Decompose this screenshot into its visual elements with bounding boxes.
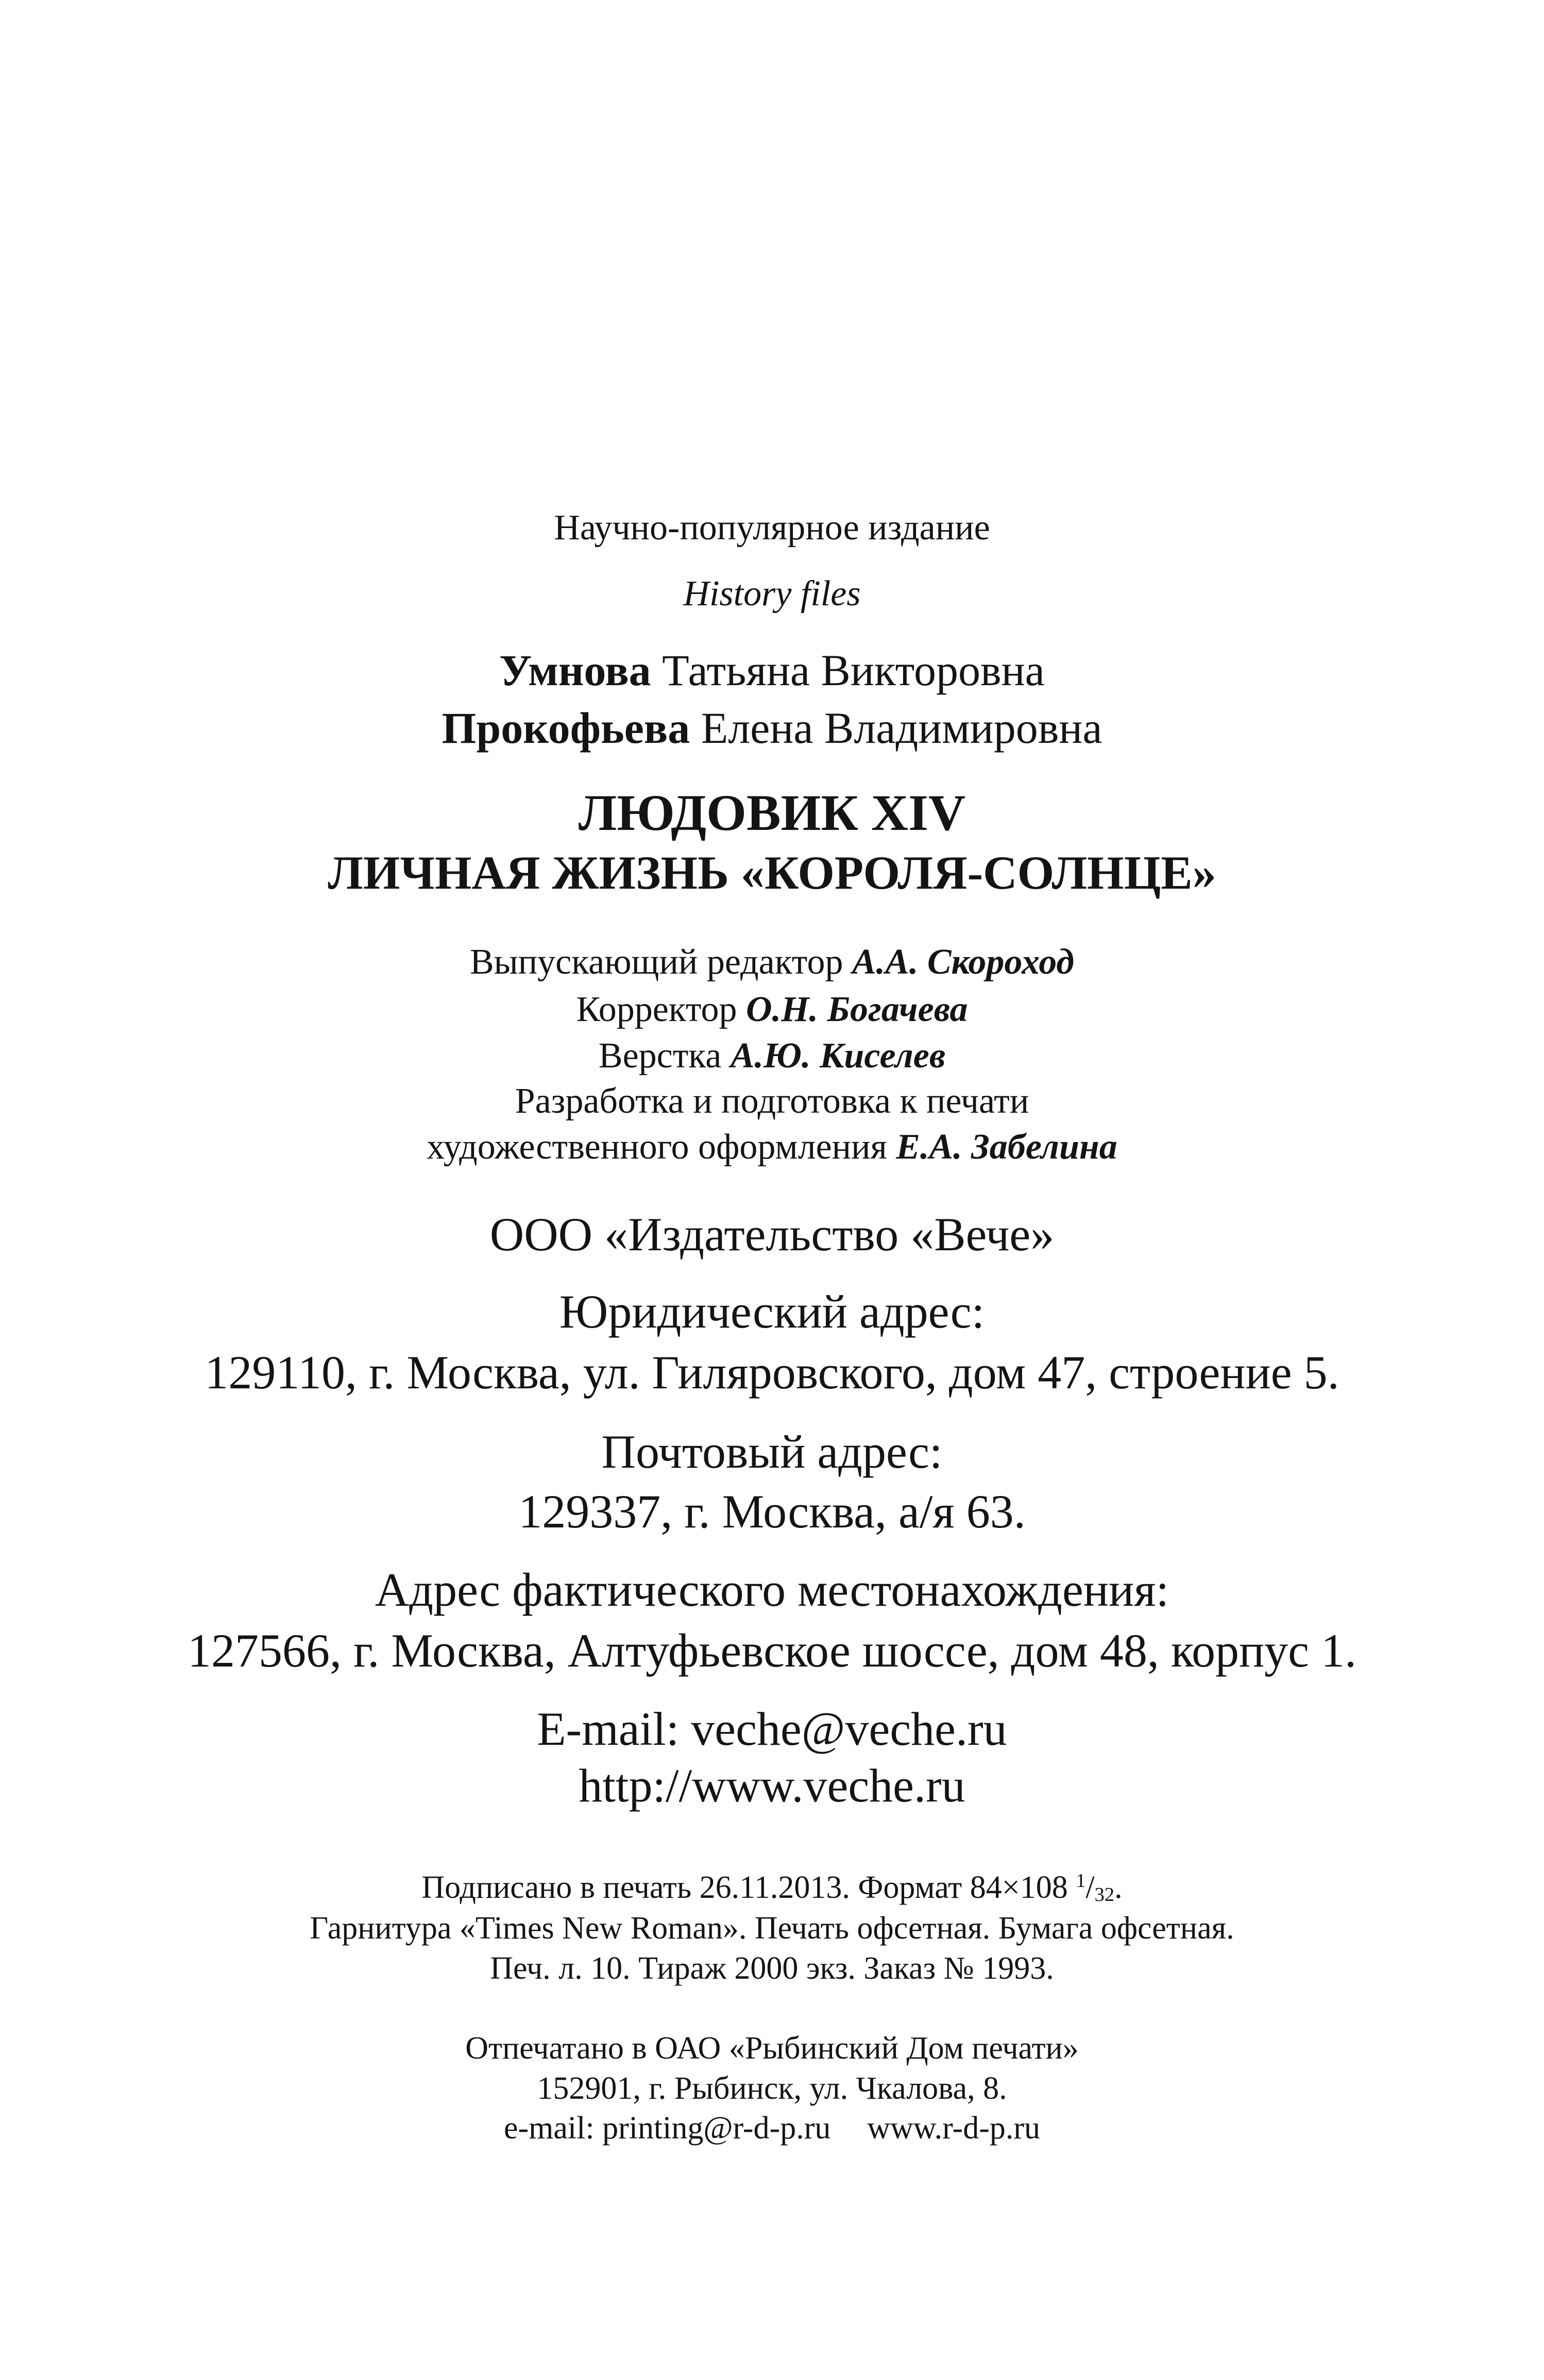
postal-address-value: 129337, г. Москва, а/я 63. [518, 1485, 1026, 1538]
format-fraction: $^1$/32. [1076, 1870, 1123, 1906]
staff-person: А.Ю. Киселев [730, 1036, 946, 1076]
print-signature-line [0, 1871, 1544, 1905]
edition-genre: Научно-популярное издание [554, 508, 990, 548]
printer-name: Отпечатано в ОАО «Рыбинский Дом печати» [465, 2031, 1079, 2066]
staff-role: Выпускающий редактор [469, 942, 843, 982]
book-title: ЛЮДОВИК XIV [578, 784, 966, 841]
legal-address-label: Юридический адрес: [559, 1285, 985, 1338]
print-signed-date-and-format: Подписано в печать 26.11.2013. Формат 84×108 [421, 1870, 1068, 1906]
format-denominator: 32 [1094, 1883, 1115, 1906]
staff-design-role: Разработка и подготовка к печати [515, 1081, 1029, 1121]
printer-contacts [0, 2112, 1544, 2144]
author-surname: Прокофьева [442, 703, 690, 753]
actual-address-value: 127566, г. Москва, Алтуфьевское шоссе, дом 48, корпус 1. [187, 1624, 1357, 1677]
staff-layout [0, 1038, 1544, 1074]
author-given-name: Татьяна Викторовна [662, 645, 1045, 695]
staff-person: А.А. Скороход [852, 942, 1075, 982]
actual-address-label: Адрес фактического местонахождения: [375, 1563, 1169, 1616]
staff-corrector [0, 992, 1544, 1028]
publisher-website: http://www.veche.ru [579, 1759, 965, 1812]
staff-person: Е.А. Забелина [896, 1127, 1117, 1167]
author-surname: Умнова [499, 645, 651, 695]
printer-address: 152901, г. Рыбинск, ул. Чкалова, 8. [537, 2071, 1007, 2106]
printer-email: e-mail: printing@r-d-p.ru [503, 2111, 831, 2146]
publisher-name: ООО «Издательство «Вече» [489, 1208, 1055, 1261]
author-line [0, 703, 1544, 753]
author-line [0, 645, 1544, 695]
staff-design [0, 1129, 1544, 1165]
publisher-email: E-mail: veche@veche.ru [537, 1703, 1007, 1755]
format-numerator: 1 [1076, 1870, 1086, 1892]
staff-role: Корректор [576, 990, 737, 1029]
postal-address-label: Почтовый адрес: [601, 1425, 943, 1478]
staff-editor [0, 944, 1544, 980]
book-subtitle: ЛИЧНАЯ ЖИЗНЬ «КОРОЛЯ-СОЛНЦЕ» [328, 846, 1216, 899]
staff-role: художественного оформления [427, 1127, 887, 1167]
author-given-name: Елена Владимировна [701, 703, 1102, 753]
typeface-and-paper-line: Гарнитура «Times New Roman». Печать офсетная. Бумага офсетная. [310, 1911, 1234, 1946]
staff-person: О.Н. Богачева [746, 990, 968, 1029]
sheets-and-print-run-line: Печ. л. 10. Тираж 2000 экз. Заказ № 1993. [490, 1951, 1054, 1986]
staff-role: Верстка [598, 1036, 722, 1076]
series-name: History files [683, 574, 861, 614]
legal-address-value: 129110, г. Москва, ул. Гиляровского, дом 47, строение 5. [205, 1346, 1339, 1399]
printer-website: www.r-d-p.ru [867, 2111, 1040, 2146]
